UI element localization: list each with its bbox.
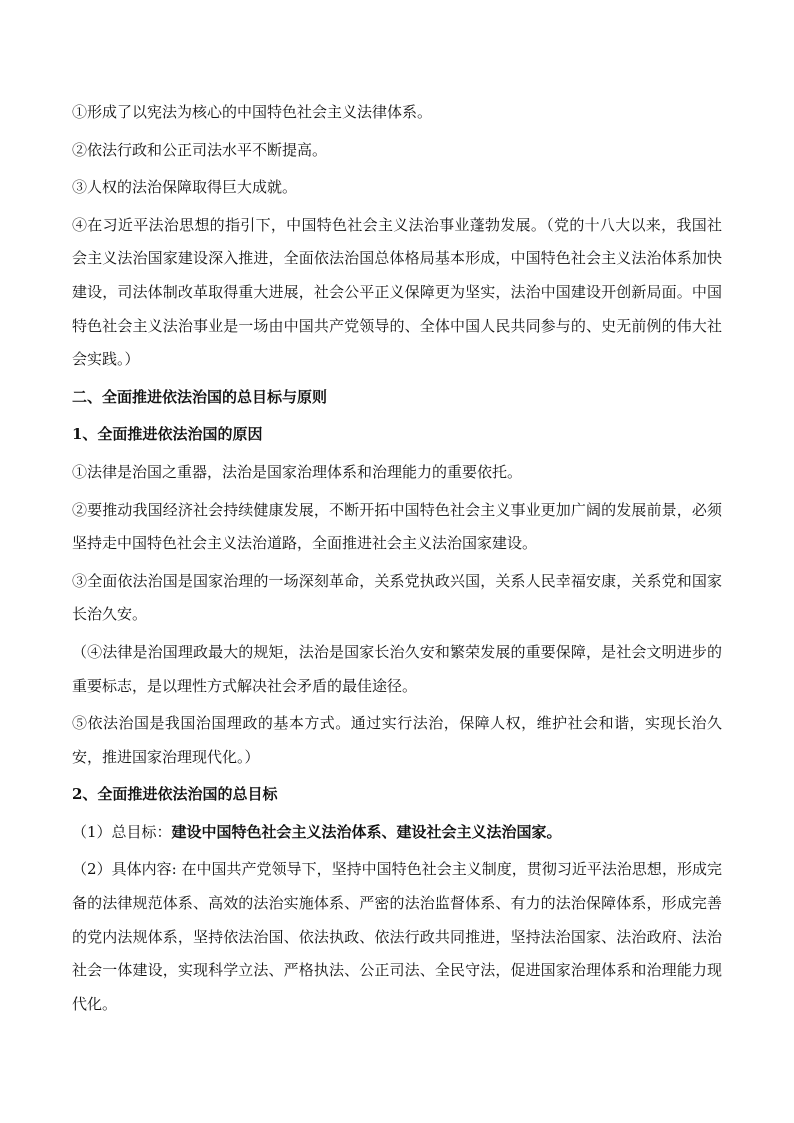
paragraph-administration: ②依法行政和公正司法水平不断提高。 bbox=[72, 140, 328, 159]
goal-overall-text: 建设中国特色社会主义法治体系、建设社会主义法治国家。 bbox=[171, 822, 562, 841]
reason-item-4: （④法律是治国理政最大的规矩，法治是国家长治久安和繁荣发展的重要保障，是社会文明进步的重要标志，是以理性方式解决社会矛盾的最佳途径。 bbox=[72, 642, 722, 695]
subsection-heading-goal: 2、全面推进依法治国的总目标 bbox=[72, 785, 278, 804]
reason-item-5: ⑤依法治国是我国治国理政的基本方式。通过实行法治，保障人权，维护社会和谐，实现长治久安，推进国家治理现代化。） bbox=[72, 714, 722, 766]
subsection-heading-reasons: 1、全面推进依法治国的原因 bbox=[72, 425, 263, 444]
paragraph-legal-system: ①形成了以宪法为核心的中国特色社会主义法律体系。 bbox=[72, 103, 433, 121]
goal-overall-label: （1）总目标： bbox=[72, 822, 172, 841]
goal-details: （2）具体内容: 在中国共产党领导下，坚持中国特色社会主义制度，贯彻习近平法治思想，形成完备的法律规范体系、高效的法治实施体系、严密的法治监督体系、有力的法治保障体系，形成完善的党内法规体系，坚持依法治国、依法执政、依法行政共同推进，坚持法治国家、法治政府、法治社会一体建设，实现科学立法、严格执法、公正司法、全民守法，促进国家治理体系和治理能力现代化。 bbox=[72, 860, 722, 1013]
reason-item-2: ②要推动我国经济社会持续健康发展，不断开拓中国特色社会主义事业更加广阔的发展前景，必须坚持走中国特色社会主义法治道路，全面推进社会主义法治国家建设。 bbox=[72, 500, 722, 553]
paragraph-human-rights: ③人权的法治保障取得巨大成就。 bbox=[72, 178, 298, 197]
paragraph-rule-of-law-development: ④在习近平法治思想的指引下，中国特色社会主义法治事业蓬勃发展。（党的十八大以来，我国社会主义法治国家建设深入推进，全面依法治国总体格局基本形成，中国特色社会主义法治体系加快建设，司法体制改革取得重大进展，社会公平正义保障更为坚实，法治中国建设开创新局面。中国特色社会主义法治事业是一场由中国共产党领导的、全体中国人民共同参与的、史无前例的伟大社会实践。） bbox=[72, 215, 722, 369]
goal-overall bbox=[72, 816, 722, 850]
section-heading: 二、全面推进依法治国的总目标与原则 bbox=[72, 387, 328, 406]
reason-item-3: ③全面依法治国是国家治理的一场深刻革命，关系党执政兴国，关系人民幸福安康，关系党和国家长治久安。 bbox=[72, 571, 722, 624]
reason-item-1: ①法律是治国之重器，法治是国家治理体系和治理能力的重要依托。 bbox=[72, 462, 523, 481]
